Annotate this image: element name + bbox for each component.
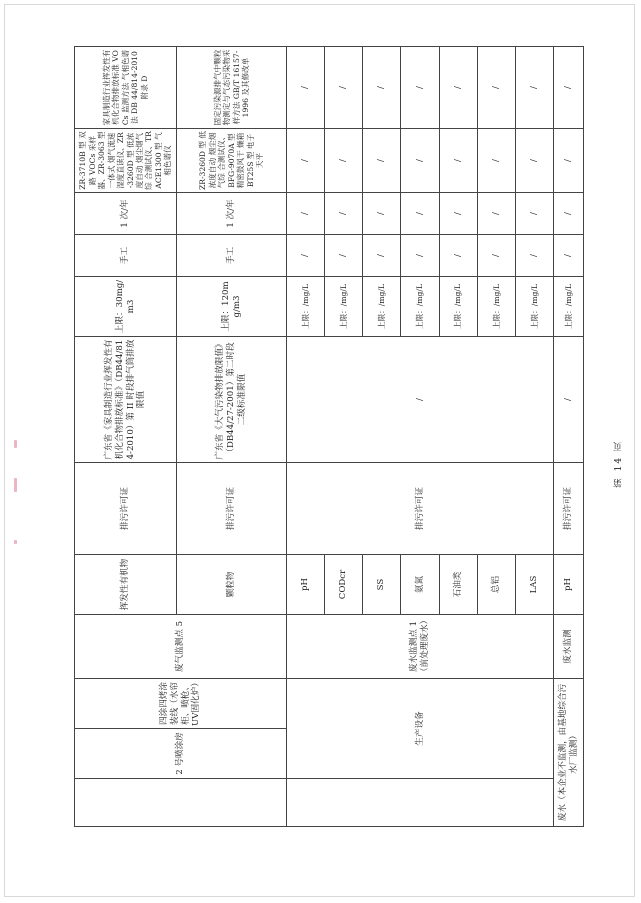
frequency-cell: / (325, 193, 363, 235)
scan-mark (14, 540, 17, 544)
pollutant-cell: 挥发性有机物 (75, 555, 177, 615)
instrument-cell: ZR-3260D 型 低浓度自动 烟尘烟气综 合测试仪、BFG-9070A 型 精密鼓风干 燥箱 BT25S 型 电子天平 (177, 129, 287, 193)
workshop-cell: 2 号喷涂房 (75, 729, 287, 779)
analysis-cell: / (363, 47, 401, 129)
pollutant-cell: pH (554, 555, 584, 615)
frequency-cell: / (477, 193, 515, 235)
basis-cell: 排污许可证 (554, 463, 584, 555)
pollutant-cell: 颗粒物 (177, 555, 287, 615)
method-cell: 手工 (177, 235, 287, 277)
table-row (287, 47, 325, 827)
pollutant-cell: 石油类 (439, 555, 477, 615)
pollutant-cell: CODcr (325, 555, 363, 615)
analysis-cell: / (287, 47, 325, 129)
category-cell (75, 779, 287, 827)
scan-mark (14, 478, 17, 492)
limit-cell: 上限：/mg/L (363, 277, 401, 337)
method-cell: 手工 (75, 235, 177, 277)
standard-cell: 广东省《家具制造行业挥发性有机化合物排放标准》（DB44/814-2010）第 II 时段排气筒排放限值 (75, 337, 177, 463)
analysis-cell: / (439, 47, 477, 129)
source-cell: 生产设备 (287, 679, 554, 779)
standard-cell: 广东省《大气污染物排放限值》（DB44/27-2001）第二时段二级标准限值 (177, 337, 287, 463)
analysis-cell: / (515, 47, 553, 129)
table-row (75, 47, 177, 827)
limit-cell: 上限：120mg/m3 (177, 277, 287, 337)
monitoring-table (74, 46, 584, 827)
standard-cell: / (287, 337, 554, 463)
frequency-cell: / (401, 193, 439, 235)
category-cell: 废水（本企业不监测，由基地综合污水厂监测） (554, 679, 584, 827)
frequency-cell: / (515, 193, 553, 235)
analysis-cell: / (554, 47, 584, 129)
instrument-cell: ZR-3710B 型 双路 VOCs 采样器、ZR-3063 型 一体式 烟气流速湿度直读仪、ZR-3260D 型 低浓度自动 烟尘烟气综 合测试仪、TRACE1300 型 气相色谱仪 (75, 129, 177, 193)
basis-cell: 排污许可证 (177, 463, 287, 555)
analysis-cell: 固定污染源排气中颗粒物测定与气态污染物采样方法 GB/T 16157-1996 及其修改单 (177, 47, 287, 129)
instrument-cell: / (401, 129, 439, 193)
frequency-cell: / (363, 193, 401, 235)
limit-cell: 上限：/mg/L (477, 277, 515, 337)
method-cell: / (363, 235, 401, 277)
method-cell: / (325, 235, 363, 277)
limit-cell: 上限：/mg/L (287, 277, 325, 337)
basis-cell: 排污许可证 (287, 463, 554, 555)
limit-cell: 上限：/mg/L (554, 277, 584, 337)
pollutant-cell: 氨氮 (401, 555, 439, 615)
instrument-cell: / (554, 129, 584, 193)
point-cell: 废水监测 (554, 615, 584, 679)
method-cell: / (401, 235, 439, 277)
method-cell: / (287, 235, 325, 277)
rotated-page (74, 47, 584, 827)
limit-cell: 上限：/mg/L (515, 277, 553, 337)
instrument-cell: / (363, 129, 401, 193)
analysis-cell: 家具制造行业挥发性有机化合物排放标准 VOCs 监测方法 气相色谱法 DB 44/814-2010 附录 D (75, 47, 177, 129)
pollutant-cell: LAS (515, 555, 553, 615)
method-cell: / (515, 235, 553, 277)
analysis-cell: / (477, 47, 515, 129)
limit-cell: 上限：/mg/L (325, 277, 363, 337)
analysis-cell: / (401, 47, 439, 129)
limit-cell: 上限：/mg/L (401, 277, 439, 337)
limit-cell: 上限：30mg/m3 (75, 277, 177, 337)
instrument-cell: / (515, 129, 553, 193)
frequency-cell: / (287, 193, 325, 235)
pollutant-cell: SS (363, 555, 401, 615)
standard-cell: / (554, 337, 584, 463)
source-cell: 四涂四烤涂装线（水帘柜、喷枪、UV固化炉） (75, 679, 287, 729)
frequency-cell: 1 次/年 (75, 193, 177, 235)
category-cell (287, 779, 554, 827)
scan-mark (14, 440, 17, 448)
point-cell: 废气监测点 5 (75, 615, 287, 679)
page-number: 第 14 页 (614, 440, 624, 488)
table-row (554, 47, 584, 827)
instrument-cell: / (325, 129, 363, 193)
instrument-cell: / (287, 129, 325, 193)
method-cell: / (477, 235, 515, 277)
analysis-cell: / (325, 47, 363, 129)
frequency-cell: / (439, 193, 477, 235)
frequency-cell: 1 次/年 (177, 193, 287, 235)
basis-cell: 排污许可证 (75, 463, 177, 555)
instrument-cell: / (477, 129, 515, 193)
limit-cell: 上限：/mg/L (439, 277, 477, 337)
frequency-cell: / (554, 193, 584, 235)
pollutant-cell: pH (287, 555, 325, 615)
method-cell: / (439, 235, 477, 277)
pollutant-cell: 总铝 (477, 555, 515, 615)
point-cell: 废水监测点 1（前处理废水） (287, 615, 554, 679)
method-cell: / (554, 235, 584, 277)
instrument-cell: / (439, 129, 477, 193)
